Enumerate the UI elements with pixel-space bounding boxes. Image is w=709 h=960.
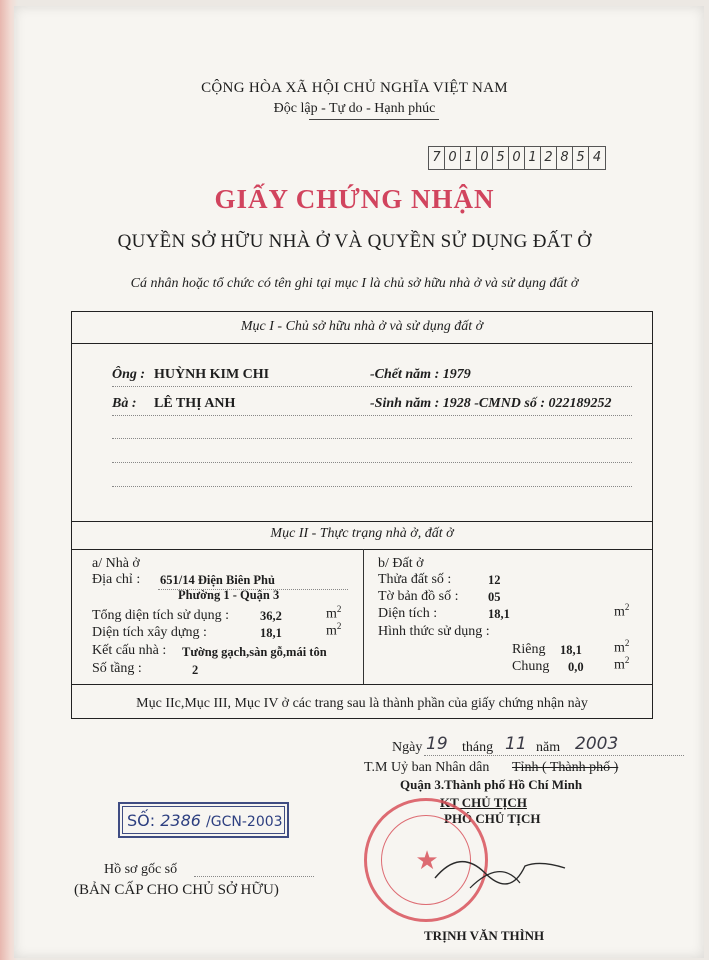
divider [72,521,652,522]
address-label: Địa chỉ : [92,572,141,587]
district-line: Quận 3.Thành phố Hồ Chí Minh [400,777,583,792]
land-area-value: 18,1 [488,607,510,621]
certificate-subtitle: QUYỀN SỞ HỮU NHÀ Ở VÀ QUYỀN SỬ DỤNG ĐẤT Ở [117,231,592,252]
total-area-label: Tổng diện tích sử dụng : [92,608,230,623]
built-area-value: 18,1 [260,626,282,640]
divider [72,549,652,550]
land-heading: b/ Đất ở [378,556,424,571]
private-unit [614,638,629,657]
structure-value: Tường gạch,sàn gỗ,mái tôn [182,645,327,659]
registry-suffix: /GCN-2003 [206,814,283,830]
role-vice-chairman: PHÓ CHỦ TỊCH [444,811,541,826]
serial-digit: 5 [493,147,509,169]
total-area-unit [326,604,341,623]
date-month: 11 [505,734,527,754]
dotted-line [194,876,314,877]
copy-for-owner: (BẢN CẤP CHO CHỦ SỞ HỮU) [74,882,279,898]
unit-sup: 2 [624,602,630,612]
date-year: 2003 [575,734,619,754]
unit-sup: 2 [624,638,630,648]
dotted-line [112,486,632,487]
serial-digit: 2 [541,147,557,169]
dotted-line [112,438,632,439]
registry-number: 2386 [160,811,201,830]
dossier-label: Hồ sơ gốc số [104,862,178,877]
serial-digit: 4 [592,150,602,165]
intro-text: Cá nhân hoặc tổ chức có tên ghi tại mục I là chủ sở hữu nhà ở và sử dụng đất ở [130,276,579,291]
land-area-label: Diện tích : [378,606,438,621]
unit: m [614,640,625,656]
shared-value: 0,0 [568,660,584,674]
total-area-value: 36,2 [260,609,282,623]
unit-sup: 2 [336,604,342,614]
map-label: Tờ bản đồ số : [378,589,459,604]
unit-sup: 2 [336,621,342,631]
address-line2: Phường 1 - Quận 3 [178,588,280,602]
owner2-name: LÊ THỊ ANH [154,396,236,411]
owner1-name: HUỲNH KIM CHI [154,367,270,382]
serial-digit: 5 [573,147,589,169]
owner2-label: Bà : [112,396,137,411]
signer-name: TRỊNH VĂN THÌNH [424,928,545,943]
motto: Độc lập - Tự do - Hạnh phúc [273,101,436,116]
motto-underline [309,119,439,120]
divider [72,343,652,344]
date-month-label: tháng [462,740,494,755]
nation-heading: CỘNG HÒA XÃ HỘI CHỦ NGHĨA VIỆT NAM [201,80,508,96]
dotted-line [112,415,632,416]
footer-note: Mục IIc,Mục III, Mục IV ở các trang sau là thành phần của giấy chứng nhận này [136,696,588,711]
serial-digit: 8 [557,147,573,169]
signature-scribble [430,838,570,898]
owner1-label: Ông : [112,367,146,382]
built-area-label: Diện tích xây dựng : [92,625,207,640]
dotted-line [112,386,632,387]
usage-label: Hình thức sử dụng : [378,624,490,639]
unit: m [614,657,625,673]
date-day-label: Ngày [392,740,423,755]
map-value: 05 [488,590,501,604]
column-divider [363,549,364,684]
registry-number-inner [122,806,285,834]
unit-sup: 2 [624,655,630,665]
private-label: Riêng [512,642,546,657]
date-day: 19 [426,734,448,754]
unit: m [326,623,337,639]
structure-label: Kết cấu nhà : [92,643,167,658]
address-line1: 651/14 Điện Biên Phủ [160,573,275,587]
shared-unit [614,655,629,674]
owner2-id-info: -Sinh năm : 1928 -CMND số : 022189252 [370,396,612,411]
role-kt-chairman: KT CHỦ TỊCH [440,795,527,810]
unit: m [614,604,625,620]
dotted-line [424,755,684,756]
certificate-frame [71,311,653,719]
dotted-line [112,462,632,463]
plot-value: 12 [488,573,501,587]
divider [72,684,652,685]
serial-digit: 1 [461,147,477,169]
shared-label: Chung [512,659,550,674]
serial-digit: 1 [525,147,541,169]
seal-star-icon: ★ [415,846,439,876]
serial-digit: 7 [429,147,445,169]
date-year-label: năm [536,740,561,755]
committee-struck: Tỉnh ( Thành phố ) [512,760,619,775]
house-heading: a/ Nhà ở [92,556,140,571]
serial-digit: 0 [477,147,493,169]
registry-number-stamp [118,802,289,838]
serial-number-boxes [428,146,606,170]
serial-digit: 0 [509,147,525,169]
committee-line: T.M Uỷ ban Nhân dân [364,760,490,775]
section2-heading: Mục II - Thực trạng nhà ở, đất ở [270,526,454,541]
serial-digit: 0 [445,147,461,169]
floors-label: Số tầng : [92,661,142,676]
owner1-death-year: -Chết năm : 1979 [370,367,471,382]
floors-value: 2 [192,663,199,677]
certificate-title: GIẤY CHỨNG NHẬN [214,184,495,214]
private-value: 18,1 [560,643,582,657]
built-area-unit [326,621,341,640]
plot-label: Thửa đất số : [378,572,452,587]
registry-prefix: SỐ: [127,811,156,830]
section1-heading: Mục I - Chủ sở hữu nhà ở và sử dụng đất ở [240,319,484,334]
unit: m [326,606,337,622]
land-area-unit [614,602,629,621]
